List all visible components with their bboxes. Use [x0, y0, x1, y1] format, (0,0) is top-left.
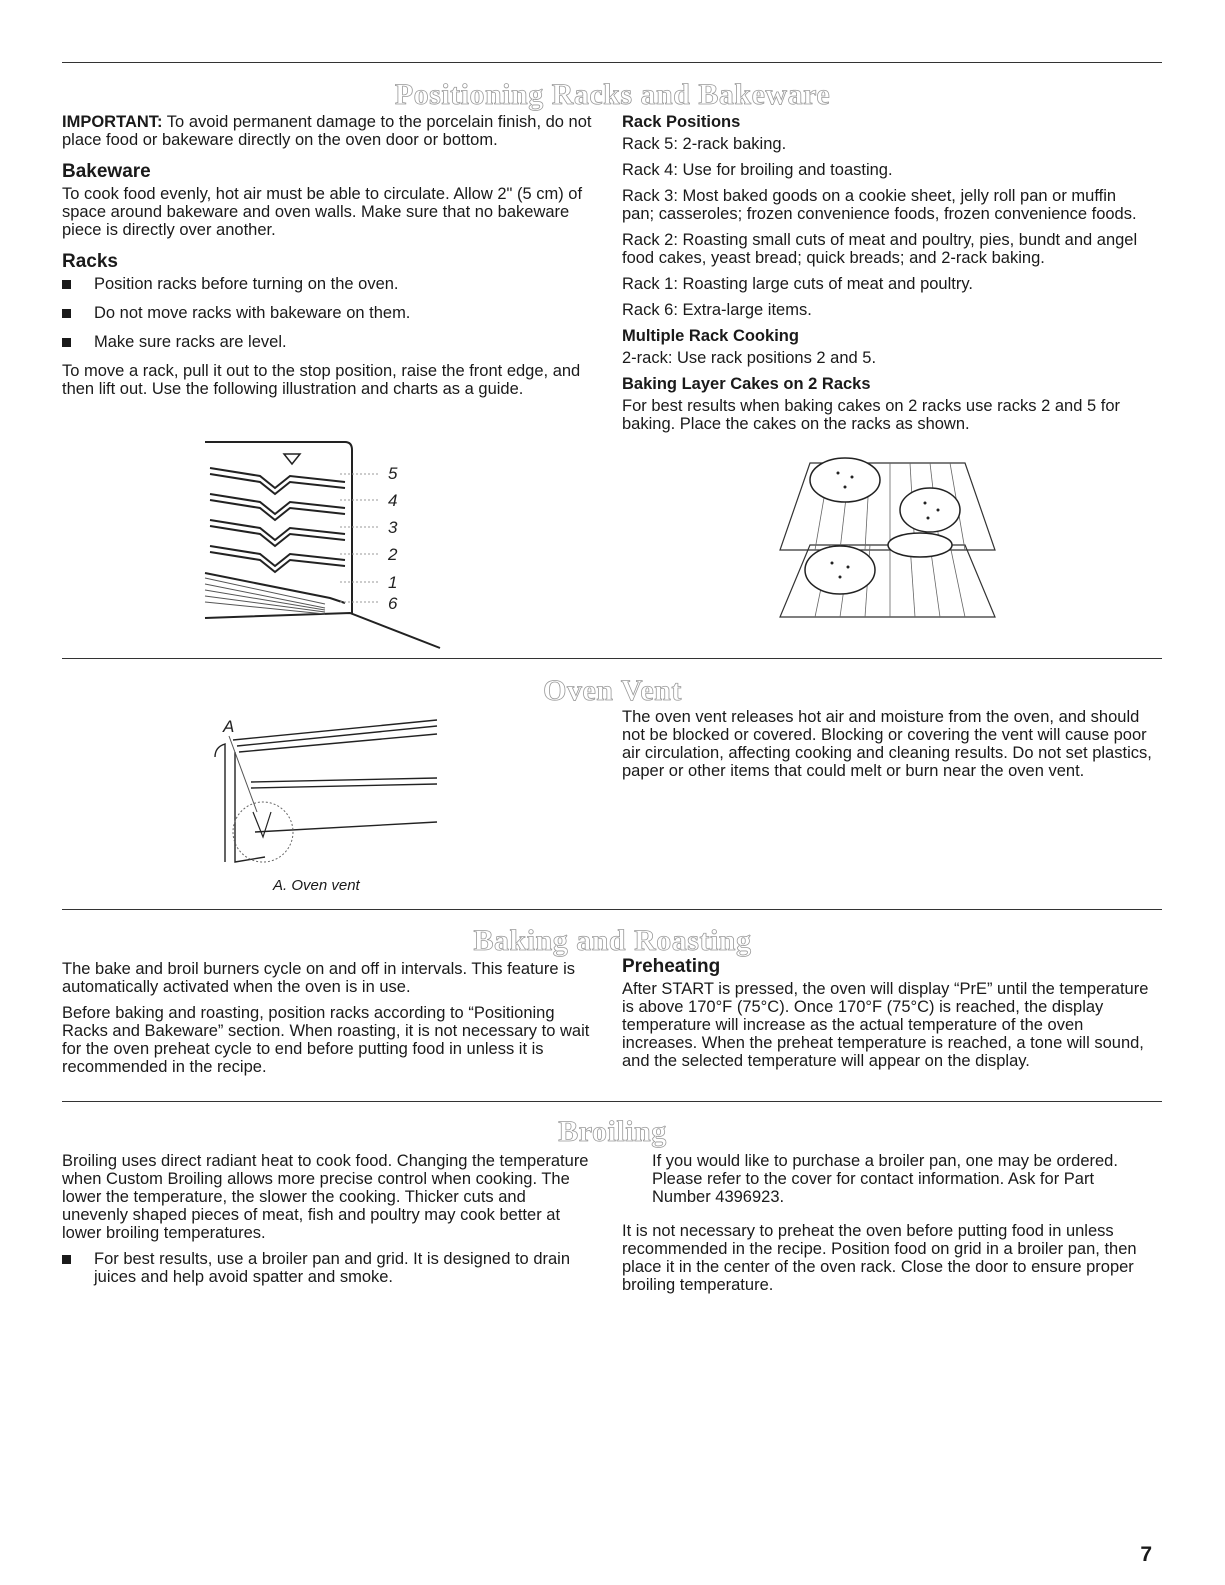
vent-caption: A. Oven vent — [273, 877, 360, 894]
vent-text: The oven vent releases hot air and moisture from the oven, and should not be blocked or covered. Blocking or covering the vent will cause poor air circulation, affecting cooking and cleaning results. Do not set plastics, paper or other items that could melt or burn near the oven vent. — [622, 708, 1152, 780]
racks-right-column — [622, 113, 1152, 441]
racks-bullet-list — [62, 275, 592, 351]
rack-label-4: 4 — [388, 491, 398, 510]
racks-text: To move a rack, pull it out to the stop position, raise the front edge, and then lift out. Use the following illustration and charts as a guide. — [62, 362, 581, 398]
list-item: Make sure racks are level. — [62, 333, 592, 351]
baking-text-2: Before baking and roasting, position racks according to “Positioning Racks and Bakeware” section. When roasting, it is not necessary to wait for the oven preheat cycle to end before putting food in unless it is recommended in the recipe. — [62, 1004, 590, 1076]
important-note — [62, 113, 592, 149]
baking-rule — [62, 909, 1162, 910]
rack-label-1: 1 — [388, 573, 398, 592]
section-title-vent: Oven Vent — [543, 674, 682, 707]
broiling-left-column — [62, 1152, 592, 1297]
broiling-rule — [62, 1101, 1162, 1102]
rack-label-3: 3 — [388, 518, 398, 537]
layer-cakes-illustration — [770, 455, 1000, 625]
list-item: For best results, use a broiler pan and grid. It is designed to drain juices and help avoid spatter and smoke. — [62, 1250, 592, 1286]
rack-position-2: Rack 2: Roasting small cuts of meat and poultry, pies, bundt and angel food cakes, yeast bread; quick breads; and 2-rack baking. — [622, 231, 1138, 267]
preheating-text: After START is pressed, the oven will display “PrE” until the temperature is above 170°F (75°C). Once 170°F (75°C) is reached, the display temperature will increase as the actual temperature of the oven increases. When the preheat temperature is reached, a tone will sound, and the selected temperature will appear on the display. — [622, 980, 1149, 1070]
layer-cakes-text: For best results when baking cakes on 2 racks use racks 2 and 5 for baking. Place the cakes on the racks as shown. — [622, 397, 1120, 433]
broiling-bullet-list — [62, 1250, 592, 1286]
layer-cakes-heading: Baking Layer Cakes on 2 Racks — [622, 375, 871, 393]
broiling-text-1: Broiling uses direct radiant heat to cook food. Changing the temperature when Custom Broiling allows more precise control when cooking. The lower the temperature, the slower the cooking. Thicker cuts and unevenly shaped pieces of meat, fish and poultry may cook better at lower broiling temperatures. — [62, 1152, 589, 1242]
multiple-rack-heading: Multiple Rack Cooking — [622, 327, 799, 345]
multiple-rack-text: 2-rack: Use rack positions 2 and 5. — [622, 349, 877, 367]
broiling-text-2: If you would like to purchase a broiler pan, one may be ordered. Please refer to the cover for contact information. Ask for Part Number 4396923. — [652, 1152, 1118, 1206]
page-number: 7 — [1140, 1543, 1152, 1566]
rack-position-3: Rack 3: Most baked goods on a cookie sheet, jelly roll pan or muffin pan; casseroles; frozen convenience foods, frozen convenience foods. — [622, 187, 1137, 223]
rack-label-5: 5 — [388, 464, 398, 483]
rack-position-5: Rack 5: 2-rack baking. — [622, 135, 787, 153]
important-text: To avoid permanent damage to the porcelain finish, do not place food or bakeware directly on the oven door or bottom. — [62, 113, 592, 149]
baking-text-1: The bake and broil burners cycle on and off in intervals. This feature is automatically activated when the oven is in use. — [62, 960, 576, 996]
rack-positions-illustration — [200, 438, 470, 658]
important-label: IMPORTANT: — [62, 113, 163, 131]
preheating-heading: Preheating — [622, 956, 721, 977]
rack-label-2: 2 — [388, 545, 398, 564]
oven-vent-illustration — [205, 712, 445, 882]
list-item: Do not move racks with bakeware on them. — [62, 304, 592, 322]
vent-rule — [62, 658, 1162, 659]
list-item: Position racks before turning on the oven. — [62, 275, 592, 293]
section-title-racks: Positioning Racks and Bakeware — [394, 78, 831, 111]
rack-position-4: Rack 4: Use for broiling and toasting. — [622, 161, 893, 179]
racks-heading: Racks — [62, 251, 118, 272]
baking-right-column — [622, 958, 1152, 1078]
vent-label-a: A — [223, 717, 235, 736]
rack-label-6: 6 — [388, 594, 398, 613]
top-rule — [62, 62, 1162, 63]
broiling-right-column — [622, 1152, 1152, 1302]
rack-position-1: Rack 1: Roasting large cuts of meat and poultry. — [622, 275, 973, 293]
broiling-text-3: It is not necessary to preheat the oven before putting food in unless recommended in the recipe. Position food on grid in a broiler pan, then place it in the center of the oven rack. Close the door to ensure proper broiling temperature. — [622, 1222, 1137, 1294]
baking-left-column — [62, 960, 592, 1084]
bakeware-text: To cook food evenly, hot air must be able to circulate. Allow 2" (5 cm) of space around bakeware and oven walls. Make sure that no bakeware piece is directly over another. — [62, 185, 583, 239]
section-title-baking: Baking and Roasting — [473, 924, 752, 957]
rack-position-6: Rack 6: Extra-large items. — [622, 301, 812, 319]
section-title-broiling: Broiling — [558, 1115, 667, 1148]
bakeware-heading: Bakeware — [62, 161, 151, 182]
racks-left-column — [62, 113, 592, 406]
rack-positions-heading: Rack Positions — [622, 113, 741, 131]
